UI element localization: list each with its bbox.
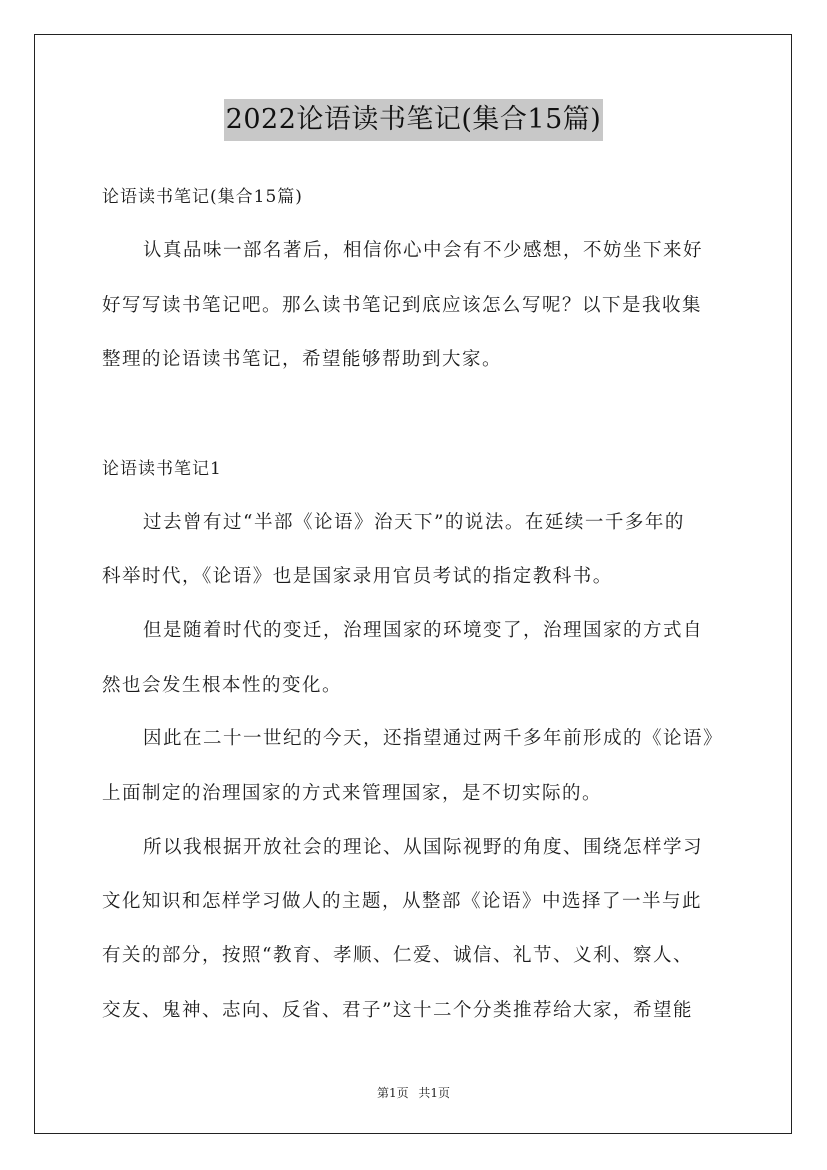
paragraph-line: 因此在二十一世纪的今天，还指望通过两千多年前形成的《论语》 — [143, 728, 724, 749]
document-title: 2022论语读书笔记(集合15篇) — [224, 99, 604, 141]
paragraph-line: 交友、鬼神、志向、反省、君子”这十二个分类推荐给大家，希望能 — [102, 1000, 693, 1021]
section-heading: 论语读书笔记(集合15篇) — [102, 187, 303, 207]
paragraph-line: 然也会发生根本性的变化。 — [102, 675, 343, 696]
paragraph-line: 但是随着时代的变迁，治理国家的环境变了，治理国家的方式自 — [143, 620, 704, 641]
page-footer — [0, 1084, 827, 1101]
paragraph-line: 所以我根据开放社会的理论、从国际视野的角度、围绕怎样学习 — [143, 837, 704, 858]
paragraph-line: 过去曾有过“半部《论语》治天下”的说法。在延续一千多年的 — [143, 512, 685, 533]
title-container — [0, 99, 827, 141]
paragraph-line: 认真品味一部名著后，相信你心中会有不少感想，不妨坐下来好 — [143, 240, 704, 261]
paragraph-line: 上面制定的治理国家的方式来管理国家，是不切实际的。 — [102, 783, 603, 804]
paragraph-line: 文化知识和怎样学习做人的主题，从整部《论语》中选择了一半与此 — [102, 891, 703, 912]
page-number: 第1页 — [376, 1086, 409, 1100]
paragraph-line: 有关的部分，按照“教育、孝顺、仁爱、诚信、礼节、义利、察人、 — [102, 945, 693, 966]
page-total: 共1页 — [418, 1086, 451, 1100]
paragraph-line: 好写写读书笔记吧。那么读书笔记到底应该怎么写呢？以下是我收集 — [102, 295, 703, 316]
paragraph-line: 科举时代，《论语》也是国家录用官员考试的指定教科书。 — [102, 566, 613, 587]
paragraph-line: 整理的论语读书笔记，希望能够帮助到大家。 — [102, 349, 503, 370]
section-heading: 论语读书笔记1 — [102, 459, 222, 479]
